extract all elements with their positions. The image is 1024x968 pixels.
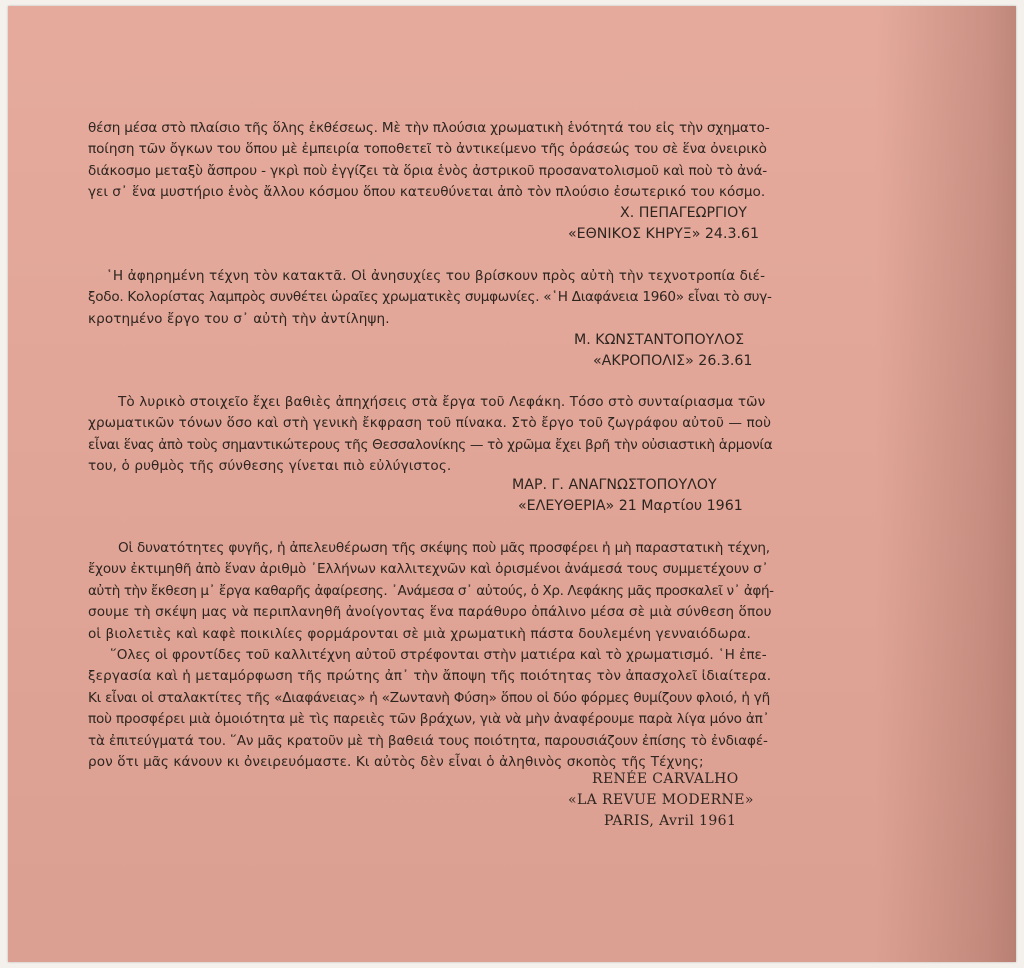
review-3-source: «ΕΛΕΥΘΕΡΙΑ» 21 Μαρτίου 1961 <box>518 498 743 514</box>
document-page <box>8 6 1016 962</box>
text-line: χρωματικῶν τόνων ὅσο καὶ στὴ γενικὴ ἔκφραση τοῦ πίνακα. Στὸ ἔργο τοῦ ζωγράφου αὐτοῦ — ποὺ <box>88 415 772 432</box>
review-4-place-date: PARIS, Avril 1961 <box>604 813 737 829</box>
text-line: τὰ ἐπιτεύγματά του. ῞Αν μᾶς κρατοῦν μὲ τὴ βαθειά τους ποιότητα, παρουσιάζουν ἐπίσης τὸ ἐνδιαφέ- <box>88 732 768 749</box>
text-line: σουμε τὴ σκέψη μας νὰ περιπλανηθῆ ἀνοίγοντας ἕνα παράθυρο ὀπάλινο μέσα σὲ μιὰ σύνθεση ὅπου <box>88 604 772 621</box>
text-line: Οἱ δυνατότητες φυγῆς, ἡ ἀπελευθέρωση τῆς σκέψης ποὺ μᾶς προσφέρει ἡ μὴ παραστατικὴ τέχνη, <box>118 540 770 556</box>
review-2-text <box>88 266 774 330</box>
text-line: ξοδο. Κολορίστας λαμπρὸς συνθέτει ὡραῖες χρωματικὲς συμφωνίες. «῾Η Διαφάνεια 1960» εἶναι τὸ συγ- <box>88 289 772 306</box>
text-line: ῞Ολες οἱ φροντίδες τοῦ καλλιτέχνη αὐτοῦ στρέφονται στὴν ματιέρα καὶ τὸ χρωματισμό. ῾Η ἐπε- <box>110 647 767 664</box>
text-line: εἶναι ἕνας ἀπὸ τοὺς σημαντικώτερους τῆς Θεσσαλονίκης — τὸ χρῶμα ἔχει βρῆ τὴν οὐσιαστικὴ ἁρμονία <box>88 436 773 453</box>
review-1-author: Χ. ΠΕΠΑΓΕΩΡΓΙΟΥ <box>620 205 747 221</box>
review-4-text <box>88 538 774 773</box>
review-2-author: Μ. ΚΩΝΣΤΑΝΤΟΠΟΥΛΟΣ <box>574 332 745 348</box>
text-line: ξεργασία καὶ ἡ μεταμόρφωση τῆς πρώτης ἀπ᾿ τὴν ἄποψη τῆς ποιότητας τὸν ἀπασχολεῖ ἰδιαίτερα. <box>88 668 772 685</box>
review-2-source: «ΑΚΡΟΠΟΛΙΣ» 26.3.61 <box>593 353 753 369</box>
text-line: ποὺ προσφέρει μιὰ ὁμοιότητα μὲ τὶς παρειὲς τῶν βράχων, γιὰ νὰ μὴν ἀναφέρουμε παρὰ λίγα μόνο ἀπ᾿ <box>88 711 770 728</box>
text-line: Κι εἶναι οἱ σταλακτίτες τῆς «Διαφάνειας» ἡ «Ζωντανὴ Φύση» ὅπου οἱ δύο φόρμες θυμίζουν φλοιό, ἡ γῆ <box>88 689 770 706</box>
text-line: ἔχουν ἐκτιμηθῆ ἀπὸ ἕναν ἀριθμὸ ᾿Ελλήνων καλλιτεχνῶν καὶ ὁρισμένοι ἀνάμεσά τους συμμετέχουν σ᾿ <box>88 561 769 578</box>
review-1-text <box>88 118 774 204</box>
text-line: του, ὁ ρυθμὸς τῆς σύνθεσης γίνεται πιὸ εὐλύγιστος. <box>88 458 452 475</box>
review-4-author: RENÉE CARVALHO <box>592 771 739 787</box>
review-3-author: ΜΑΡ. Γ. ΑΝΑΓΝΩΣΤΟΠΟΥΛΟΥ <box>512 477 717 493</box>
text-line: αὐτὴ τὴν ἔκθεση μ᾿ ἔργα καθαρῆς ἀφαίρεσης. ᾿Ανάμεσα σ᾿ αὐτούς, ὁ Χρ. Λεφάκης μᾶς προσκαλεῖ ν᾿ ἀφή- <box>88 582 774 599</box>
text-line: Τὸ λυρικὸ στοιχεῖο ἔχει βαθιὲς ἀπηχήσεις στὰ ἔργα τοῦ Λεφάκη. Τόσο στὸ συνταίριασμα τῶν <box>118 394 766 410</box>
text-line: ρον ὅτι μᾶς κάνουν κι ὀνειρευόμαστε. Κι αὐτὸς δὲν εἶναι ὁ ἀληθινὸς σκοπὸς τῆς Τέχνης; <box>88 754 704 771</box>
text-line: θέση μέσα στὸ πλαίσιο τῆς ὅλης ἐκθέσεως. Μὲ τὴν πλούσια χρωματικὴ ἑνότητά του εἰς τὴν σχηματο- <box>88 120 770 136</box>
text-line: ῾Η ἀφηρημένη τέχνη τὸν κατακτᾶ. Οἱ ἀνησυχίες του βρίσκουν πρὸς αὐτὴ τὴν τεχνοτροπία διέ- <box>106 268 766 284</box>
text-line: γει σ᾿ ἕνα μυστήριο ἑνὸς ἄλλου κόσμου ὅπου κατευθύνεται ἀπὸ τὸν πλούσιο ἐσωτερικό του κόσμο. <box>88 184 766 201</box>
review-4-source: «LA REVUE MODERNE» <box>568 792 754 808</box>
text-line: οἱ βιολετιὲς καὶ καφὲ ποικιλίες φορμάρονται σὲ μιὰ χρωματικὴ πάστα δουλεμένη γενναιόδωρα. <box>88 625 751 642</box>
text-line: κροτημένο ἔργο του σ᾿ αὐτὴ τὴν ἀντίληψη. <box>88 310 390 327</box>
text-line: ποίηση τῶν ὄγκων του ὅπου μὲ ἐμπειρία τοποθετεῖ τὸ ἀντικείμενο τῆς ὁράσεώς του σὲ ἕνα ὀνειρικὸ <box>88 141 767 158</box>
review-1-source: «ΕΘΝΙΚΟΣ ΚΗΡΥΞ» 24.3.61 <box>568 226 760 242</box>
review-3-text <box>88 392 774 478</box>
text-line: διάκοσμο μεταξὺ ἄσπρου - γκρὶ ποὺ ἐγγίζει τὰ ὅρια ἑνὸς ἀστρικοῦ προσανατολισμοῦ καὶ ποὺ τὸ ἀνά- <box>88 162 768 179</box>
